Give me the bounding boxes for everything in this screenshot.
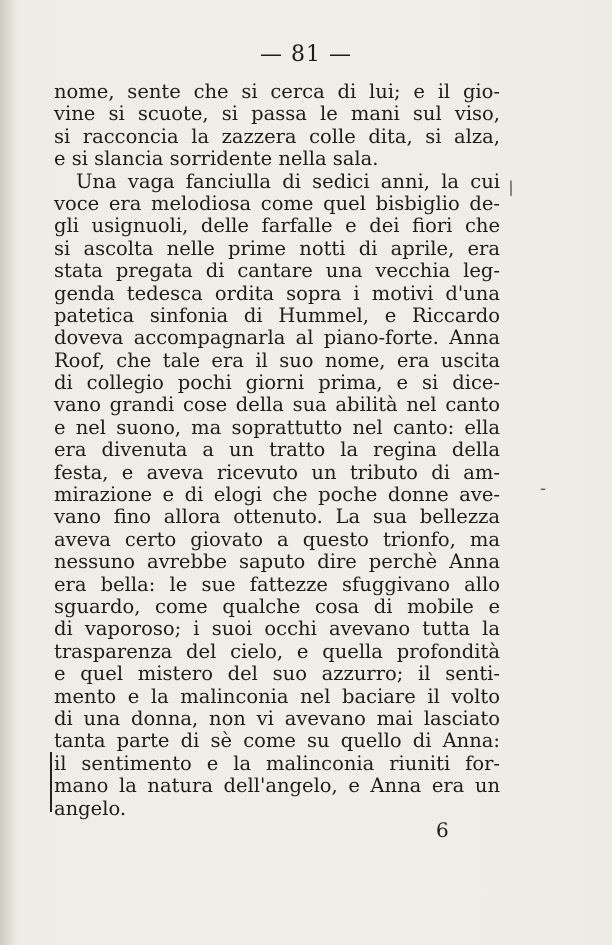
book-gutter (0, 0, 13, 945)
text-line: si racconcia la zazzera colle dita, si alza, (54, 124, 500, 148)
text-body (54, 81, 500, 820)
text-line: di collegio pochi giorni prima, e si dice- (54, 371, 500, 395)
text-line: stata pregata di cantare una vecchia leg- (54, 259, 500, 283)
text-line: e quel mistero del suo azzurro; il senti- (54, 662, 500, 686)
text-line: Roof, che tale era il suo nome, era uscita (54, 348, 500, 372)
text-line: di vaporoso; i suoi occhi avevano tutta la (54, 617, 500, 641)
text-line: mento e la malinconia nel baciare il volto (54, 684, 500, 708)
margin-mark (50, 752, 52, 812)
signature-mark: 6 (436, 818, 449, 842)
text-line: Una vaga fanciulla di sedici anni, la cui (76, 169, 500, 193)
text-line: tanta parte di sè come su quello di Anna: (54, 729, 500, 753)
text-line: sguardo, come qualche cosa di mobile e (54, 594, 500, 618)
text-line: nessuno avrebbe saputo dire perchè Anna (54, 550, 500, 574)
text-line: voce era melodiosa come quel bisbiglio de- (54, 191, 500, 215)
text-line: mano la natura dell'angelo, e Anna era un (54, 774, 500, 798)
text-line: si ascolta nelle prime notti di aprile, era (54, 236, 500, 260)
text-line: era divenuta a un tratto la regina della (54, 438, 500, 462)
text-line: mirazione e di elogi che poche donne ave- (54, 483, 500, 507)
text-line: vano fino allora ottenuto. La sua bellezza (54, 505, 500, 529)
text-line: genda tedesca ordita sopra i motivi d'una (54, 281, 500, 305)
text-line: di una donna, non vi avevano mai lasciato (54, 706, 500, 730)
text-line: trasparenza del cielo, e quella profondità (54, 639, 500, 663)
text-line: era bella: le sue fattezze sfuggivano allo (54, 572, 500, 596)
text-line: angelo. (54, 796, 127, 820)
text-line: il sentimento e la malinconia riuniti for- (54, 751, 500, 775)
margin-stray-mark: / (504, 177, 518, 200)
text-line: doveva accompagnarla al piano-forte. Anna (54, 326, 500, 350)
page-number: — 81 — (260, 42, 352, 67)
text-line: e nel suono, ma soprattutto nel canto: ella (54, 415, 500, 439)
text-line: festa, e aveva ricevuto un tributo di am- (54, 460, 500, 484)
margin-stray-mark: - (540, 478, 547, 499)
text-line: vine si scuote, si passa le mani sul viso, (54, 102, 500, 126)
text-line: vano grandi cose della sua abilità nel canto (54, 393, 500, 417)
text-line: nome, sente che si cerca di lui; e il gio- (54, 80, 500, 103)
text-line: aveva certo giovato a questo trionfo, ma (54, 527, 500, 551)
text-line: patetica sinfonia di Hummel, e Riccardo (54, 303, 500, 327)
text-line: e si slancia sorridente nella sala. (54, 147, 379, 171)
text-line: gli usignuoli, delle farfalle e dei fiori che (54, 214, 500, 238)
